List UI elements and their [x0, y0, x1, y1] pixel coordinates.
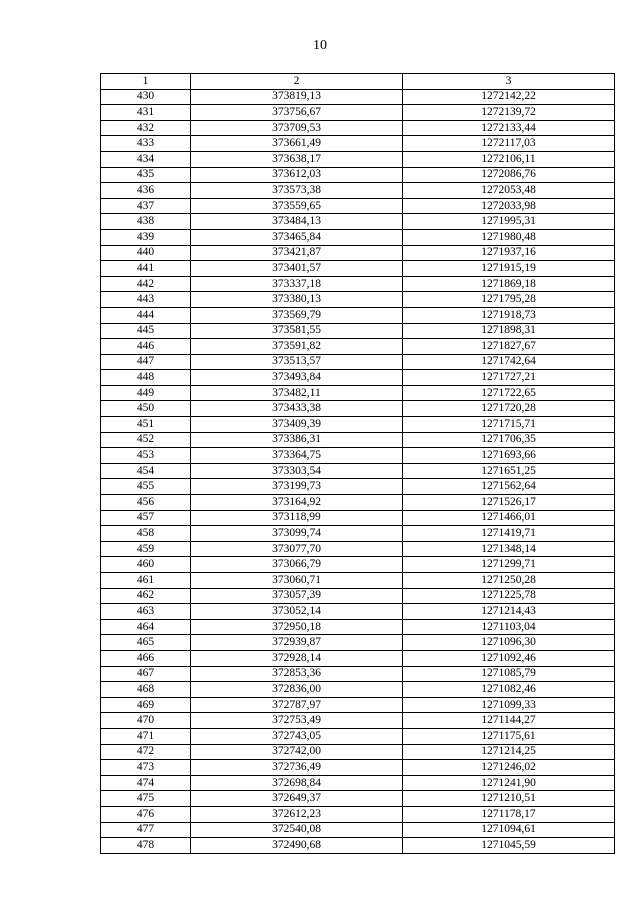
- table-row: [101, 323, 615, 339]
- cell-point-number: 446: [101, 339, 191, 355]
- cell-point-number: 464: [101, 619, 191, 635]
- table-row: [101, 151, 615, 167]
- cell-point-number: 431: [101, 105, 191, 121]
- table-row: [101, 261, 615, 277]
- cell-y: 1271651,25: [403, 463, 615, 479]
- table-row: [101, 760, 615, 776]
- cell-y: 1271214,25: [403, 744, 615, 760]
- table-row: [101, 370, 615, 386]
- table-header: [101, 74, 615, 90]
- cell-x: 373482,11: [191, 385, 403, 401]
- cell-x: 373612,03: [191, 167, 403, 183]
- cell-y: 1271715,71: [403, 417, 615, 433]
- cell-x: 373077,70: [191, 541, 403, 557]
- cell-x: 373118,99: [191, 510, 403, 526]
- cell-point-number: 466: [101, 650, 191, 666]
- cell-x: 373493,84: [191, 370, 403, 386]
- cell-y: 1271466,01: [403, 510, 615, 526]
- cell-y: 1271706,35: [403, 432, 615, 448]
- cell-y: 1271210,51: [403, 791, 615, 807]
- cell-x: 373060,71: [191, 573, 403, 589]
- cell-x: 373164,92: [191, 495, 403, 511]
- cell-point-number: 452: [101, 432, 191, 448]
- cell-x: 373661,49: [191, 136, 403, 152]
- cell-y: 1271720,28: [403, 401, 615, 417]
- cell-point-number: 456: [101, 495, 191, 511]
- cell-y: 1272086,76: [403, 167, 615, 183]
- cell-point-number: 447: [101, 354, 191, 370]
- cell-y: 1272133,44: [403, 120, 615, 136]
- cell-point-number: 434: [101, 151, 191, 167]
- cell-y: 1271103,04: [403, 619, 615, 635]
- table-row: [101, 744, 615, 760]
- cell-point-number: 475: [101, 791, 191, 807]
- cell-y: 1271898,31: [403, 323, 615, 339]
- cell-y: 1271727,21: [403, 370, 615, 386]
- cell-y: 1271178,17: [403, 806, 615, 822]
- cell-y: 1271693,66: [403, 448, 615, 464]
- table-row: [101, 136, 615, 152]
- table-row: [101, 682, 615, 698]
- table-row: [101, 292, 615, 308]
- cell-point-number: 430: [101, 89, 191, 105]
- cell-point-number: 436: [101, 183, 191, 199]
- cell-point-number: 470: [101, 713, 191, 729]
- cell-y: 1272139,72: [403, 105, 615, 121]
- cell-y: 1271915,19: [403, 261, 615, 277]
- cell-x: 372743,05: [191, 728, 403, 744]
- cell-y: 1272106,11: [403, 151, 615, 167]
- cell-x: 373052,14: [191, 604, 403, 620]
- cell-x: 373057,39: [191, 588, 403, 604]
- table-row: [101, 354, 615, 370]
- cell-point-number: 463: [101, 604, 191, 620]
- cell-point-number: 448: [101, 370, 191, 386]
- cell-x: 373303,54: [191, 463, 403, 479]
- table-row: [101, 105, 615, 121]
- table-row: [101, 495, 615, 511]
- table-row: [101, 713, 615, 729]
- cell-x: 373756,67: [191, 105, 403, 121]
- cell-y: 1271995,31: [403, 214, 615, 230]
- table-row: [101, 650, 615, 666]
- cell-x: 373591,82: [191, 339, 403, 355]
- cell-point-number: 458: [101, 526, 191, 542]
- cell-point-number: 471: [101, 728, 191, 744]
- cell-x: 373199,73: [191, 479, 403, 495]
- table-row: [101, 510, 615, 526]
- cell-x: 373465,84: [191, 229, 403, 245]
- cell-y: 1271869,18: [403, 276, 615, 292]
- table-row: [101, 385, 615, 401]
- table-row: [101, 838, 615, 854]
- cell-x: 372787,97: [191, 697, 403, 713]
- cell-x: 373513,57: [191, 354, 403, 370]
- page-number: 10: [313, 38, 327, 53]
- header-cell-y: 3: [403, 74, 615, 90]
- cell-point-number: 465: [101, 635, 191, 651]
- table-row: [101, 463, 615, 479]
- cell-point-number: 459: [101, 541, 191, 557]
- cell-x: 373638,17: [191, 151, 403, 167]
- table-row: [101, 541, 615, 557]
- cell-point-number: 450: [101, 401, 191, 417]
- table-row: [101, 339, 615, 355]
- table-row: [101, 573, 615, 589]
- cell-point-number: 442: [101, 276, 191, 292]
- cell-x: 372742,00: [191, 744, 403, 760]
- header-cell-point-number: 1: [101, 74, 191, 90]
- cell-point-number: 439: [101, 229, 191, 245]
- cell-y: 1271096,30: [403, 635, 615, 651]
- cell-y: 1271246,02: [403, 760, 615, 776]
- cell-y: 1271827,67: [403, 339, 615, 355]
- cell-y: 1271918,73: [403, 307, 615, 323]
- cell-x: 373337,18: [191, 276, 403, 292]
- cell-point-number: 435: [101, 167, 191, 183]
- cell-x: 372939,87: [191, 635, 403, 651]
- cell-y: 1271937,16: [403, 245, 615, 261]
- cell-y: 1272053,48: [403, 183, 615, 199]
- header-row: [101, 74, 615, 90]
- cell-y: 1271241,90: [403, 775, 615, 791]
- table-row: [101, 276, 615, 292]
- cell-y: 1271225,78: [403, 588, 615, 604]
- cell-y: 1271082,46: [403, 682, 615, 698]
- cell-point-number: 467: [101, 666, 191, 682]
- table-row: [101, 183, 615, 199]
- cell-point-number: 453: [101, 448, 191, 464]
- table-body: [101, 89, 615, 853]
- cell-x: 373066,79: [191, 557, 403, 573]
- cell-x: 373364,75: [191, 448, 403, 464]
- cell-point-number: 441: [101, 261, 191, 277]
- cell-x: 372612,23: [191, 806, 403, 822]
- table-row: [101, 588, 615, 604]
- table-row: [101, 604, 615, 620]
- cell-point-number: 469: [101, 697, 191, 713]
- cell-point-number: 457: [101, 510, 191, 526]
- cell-x: 372928,14: [191, 650, 403, 666]
- cell-x: 372836,00: [191, 682, 403, 698]
- table-row: [101, 245, 615, 261]
- cell-x: 373569,79: [191, 307, 403, 323]
- table-row: [101, 806, 615, 822]
- cell-point-number: 449: [101, 385, 191, 401]
- cell-point-number: 474: [101, 775, 191, 791]
- cell-y: 1271419,71: [403, 526, 615, 542]
- cell-point-number: 443: [101, 292, 191, 308]
- cell-point-number: 438: [101, 214, 191, 230]
- cell-x: 373484,13: [191, 214, 403, 230]
- cell-point-number: 444: [101, 307, 191, 323]
- cell-x: 373819,13: [191, 89, 403, 105]
- table-row: [101, 635, 615, 651]
- cell-point-number: 461: [101, 573, 191, 589]
- cell-x: 373581,55: [191, 323, 403, 339]
- cell-x: 373573,38: [191, 183, 403, 199]
- table-row: [101, 167, 615, 183]
- cell-point-number: 462: [101, 588, 191, 604]
- coordinates-table: [100, 73, 615, 854]
- table-row: [101, 448, 615, 464]
- cell-point-number: 432: [101, 120, 191, 136]
- cell-point-number: 437: [101, 198, 191, 214]
- cell-y: 1272142,22: [403, 89, 615, 105]
- cell-point-number: 473: [101, 760, 191, 776]
- cell-point-number: 433: [101, 136, 191, 152]
- cell-point-number: 454: [101, 463, 191, 479]
- cell-y: 1271526,17: [403, 495, 615, 511]
- cell-point-number: 472: [101, 744, 191, 760]
- cell-y: 1271250,28: [403, 573, 615, 589]
- table-row: [101, 120, 615, 136]
- cell-x: 373559,65: [191, 198, 403, 214]
- cell-y: 1272117,03: [403, 136, 615, 152]
- table-row: [101, 479, 615, 495]
- table-row: [101, 89, 615, 105]
- cell-y: 1271722,65: [403, 385, 615, 401]
- table-row: [101, 432, 615, 448]
- cell-y: 1271175,61: [403, 728, 615, 744]
- cell-y: 1271094,61: [403, 822, 615, 838]
- cell-x: 373421,87: [191, 245, 403, 261]
- cell-point-number: 476: [101, 806, 191, 822]
- cell-x: 372853,36: [191, 666, 403, 682]
- cell-x: 372753,49: [191, 713, 403, 729]
- cell-y: 1271742,64: [403, 354, 615, 370]
- cell-x: 373433,38: [191, 401, 403, 417]
- cell-x: 373401,57: [191, 261, 403, 277]
- table-row: [101, 697, 615, 713]
- header-cell-x: 2: [191, 74, 403, 90]
- cell-y: 1271299,71: [403, 557, 615, 573]
- table-row: [101, 619, 615, 635]
- cell-y: 1271085,79: [403, 666, 615, 682]
- cell-point-number: 451: [101, 417, 191, 433]
- cell-x: 372950,18: [191, 619, 403, 635]
- cell-point-number: 445: [101, 323, 191, 339]
- table-row: [101, 557, 615, 573]
- table-row: [101, 307, 615, 323]
- cell-x: 372698,84: [191, 775, 403, 791]
- table-row: [101, 666, 615, 682]
- cell-y: 1271562,64: [403, 479, 615, 495]
- cell-point-number: 460: [101, 557, 191, 573]
- cell-x: 373409,39: [191, 417, 403, 433]
- cell-x: 372736,49: [191, 760, 403, 776]
- cell-y: 1271348,14: [403, 541, 615, 557]
- table-row: [101, 229, 615, 245]
- cell-point-number: 468: [101, 682, 191, 698]
- table-row: [101, 526, 615, 542]
- cell-y: 1271795,28: [403, 292, 615, 308]
- table-row: [101, 728, 615, 744]
- cell-x: 372540,08: [191, 822, 403, 838]
- cell-x: 373386,31: [191, 432, 403, 448]
- table-row: [101, 791, 615, 807]
- cell-x: 373709,53: [191, 120, 403, 136]
- table-row: [101, 775, 615, 791]
- cell-point-number: 455: [101, 479, 191, 495]
- cell-y: 1271144,27: [403, 713, 615, 729]
- cell-y: 1271980,48: [403, 229, 615, 245]
- cell-y: 1271099,33: [403, 697, 615, 713]
- cell-y: 1271092,46: [403, 650, 615, 666]
- cell-x: 373380,13: [191, 292, 403, 308]
- table-row: [101, 214, 615, 230]
- cell-y: 1271214,43: [403, 604, 615, 620]
- cell-point-number: 478: [101, 838, 191, 854]
- cell-y: 1271045,59: [403, 838, 615, 854]
- cell-x: 373099,74: [191, 526, 403, 542]
- table-row: [101, 401, 615, 417]
- table-row: [101, 822, 615, 838]
- table-row: [101, 198, 615, 214]
- cell-y: 1272033,98: [403, 198, 615, 214]
- cell-x: 372490,68: [191, 838, 403, 854]
- table-row: [101, 417, 615, 433]
- cell-x: 372649,37: [191, 791, 403, 807]
- cell-point-number: 477: [101, 822, 191, 838]
- cell-point-number: 440: [101, 245, 191, 261]
